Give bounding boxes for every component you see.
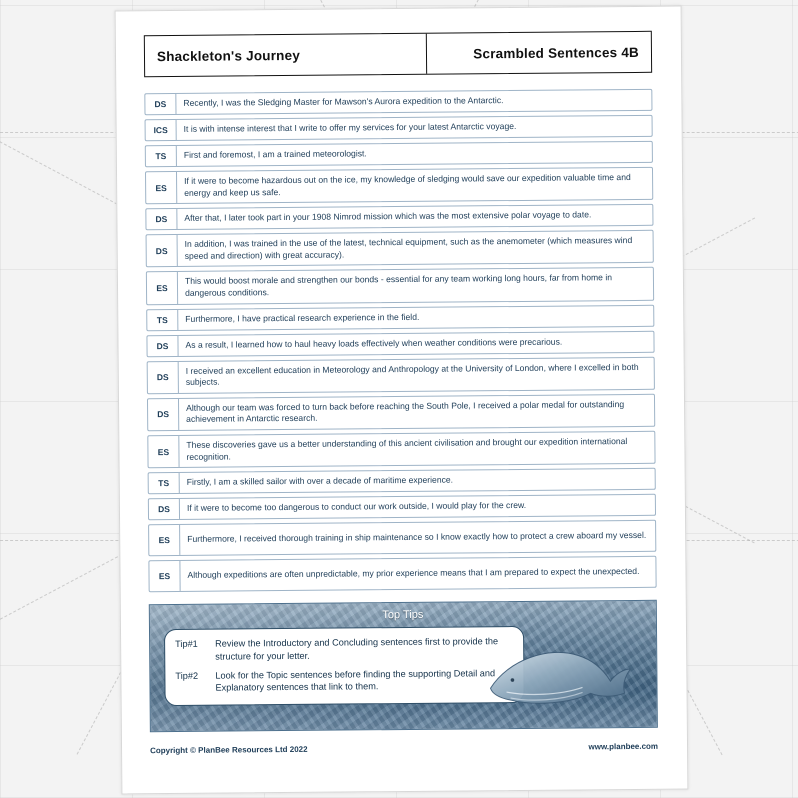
table-row[interactable] xyxy=(147,356,655,394)
sentence-text: In addition, I was trained in the use of the latest, technical equipment, such as the anemometer (which measures wind speed and direction) with great accuracy). xyxy=(184,235,633,261)
sentence-code: ES xyxy=(147,272,178,303)
sentence-code: DS xyxy=(149,499,180,519)
sentence-text: This would boost morale and strengthen our bonds - essential for any team working long hours, far from home in dangerous conditions. xyxy=(184,272,613,298)
worksheet-label: Scrambled Sentences 4B xyxy=(473,44,640,61)
table-row[interactable] xyxy=(145,204,653,230)
table-row[interactable] xyxy=(146,230,654,268)
tip-label: Tip#1 xyxy=(175,638,198,650)
sentence-code: DS xyxy=(148,362,179,393)
sentence-text: Furthermore, I received thorough training in ship maintenance so I know exactly how to protect a crew aboard my vessel. xyxy=(187,530,647,545)
sentence-text: After that, I later took part in your 1908 Nimrod mission which was the most extensive polar voyage to date. xyxy=(184,209,592,224)
sentence-code: TS xyxy=(147,310,178,330)
sentence-text: First and foremost, I am a trained meteorologist. xyxy=(183,148,367,161)
sentence-text: I received an excellent education in Meteorology and Anthropology at the University of London, where I excelled in both subjects. xyxy=(185,361,639,388)
sentence-code: TS xyxy=(146,146,177,166)
sentence-text: As a result, I learned how to haul heavy loads effectively when weather conditions were precarious. xyxy=(185,336,563,350)
sentence-code: DS xyxy=(146,209,177,229)
table-row[interactable] xyxy=(145,141,653,167)
sentence-code: ES xyxy=(149,525,180,555)
table-row[interactable] xyxy=(145,167,653,205)
page-title: Shackleton's Journey xyxy=(145,34,427,76)
tip-label: Tip#2 xyxy=(175,670,199,681)
sentence-text: If it were to become too dangerous to conduct our work outside, I would play for the crew. xyxy=(186,500,527,514)
page-footer xyxy=(150,742,658,755)
table-row[interactable] xyxy=(145,115,653,141)
table-row[interactable] xyxy=(144,89,652,115)
sentence-code: ES xyxy=(149,561,180,591)
table-row[interactable] xyxy=(146,304,654,330)
website-link[interactable]: www.planbee.com xyxy=(588,741,659,752)
sentence-code: TS xyxy=(149,473,180,493)
sentence-code: DS xyxy=(147,235,178,266)
sentence-code: ICS xyxy=(146,120,177,140)
top-tips-card xyxy=(164,626,525,706)
whale-illustration-icon xyxy=(482,629,633,716)
sentence-code: DS xyxy=(148,399,179,430)
table-row[interactable] xyxy=(147,394,655,432)
copyright-text: Copyright © PlanBee Resources Ltd 2022 xyxy=(150,744,308,756)
sentence-text: If it were to become hazardous out on the ice, my knowledge of sledging would save our expedition valuable time and energy and keep us safe. xyxy=(184,171,631,198)
worksheet-content xyxy=(144,31,658,756)
table-row[interactable] xyxy=(146,267,654,305)
table-row[interactable] xyxy=(148,556,656,592)
sentence-code: DS xyxy=(147,336,178,356)
sentence-text: These discoveries gave us a better understanding of this ancient civilisation and brought our expedition international recognition. xyxy=(186,435,628,462)
sentence-code: ES xyxy=(148,436,179,467)
sentence-code: ES xyxy=(146,172,177,203)
top-tips-panel xyxy=(149,600,658,732)
sentence-text: Furthermore, I have practical research experience in the field. xyxy=(185,311,420,324)
table-row[interactable] xyxy=(148,520,656,556)
table-row[interactable] xyxy=(148,468,656,494)
table-row[interactable] xyxy=(146,330,654,356)
top-tips-title: Top Tips xyxy=(382,608,424,622)
table-row[interactable] xyxy=(147,431,655,469)
tip-item xyxy=(175,667,513,695)
sentence-list xyxy=(144,89,656,593)
sentence-code: DS xyxy=(145,94,176,114)
sentence-text: Firstly, I am a skilled sailor with over a decade of maritime experience. xyxy=(186,474,454,488)
sentence-text: It is with intense interest that I write to offer my services for your latest Antarctic voyage. xyxy=(183,121,517,135)
worksheet-header xyxy=(144,31,652,77)
worksheet-page xyxy=(115,6,689,795)
table-row[interactable] xyxy=(148,494,656,520)
tip-text: Review the Introductory and Concluding sentences first to provide the structure for your letter. xyxy=(215,636,499,662)
sentence-text: Recently, I was the Sledging Master for Mawson's Aurora expedition to the Antarctic. xyxy=(183,95,504,109)
tip-text: Look for the Topic sentences before finding the supporting Detail and Explanatory sentences that link to them. xyxy=(215,668,496,694)
sentence-text: Although our team was forced to turn back before reaching the South Pole, I received a polar medal for outstanding achievement in Antarctic research. xyxy=(186,398,625,425)
sentence-text: Although expeditions are often unpredictable, my prior experience means that I am prepared to expect the unexpected. xyxy=(187,566,640,581)
tip-item xyxy=(175,635,513,663)
